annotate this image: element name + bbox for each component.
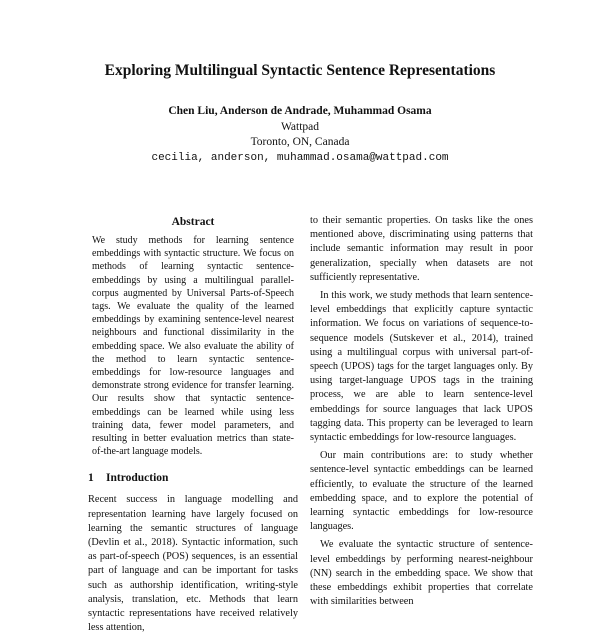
section-title: Introduction xyxy=(106,472,169,485)
abstract-heading: Abstract xyxy=(171,216,215,228)
right-paragraph-4: We evaluate the syntactic structure of sentence-level embeddings by performing nearest-neighbour (NN) search in the embedding space. We show that these embeddings exhibit properties that correlate with similarities between xyxy=(310,539,533,608)
right-paragraph-2: In this work, we study methods that learn sentence-level embeddings that explicitly capture syntactic information. We focus on variations of sequence-to-sequence models (Sutskever et al., 2014), trained using a multilingual corpus with universal part-of-speech (UPOS) tags for the target languages only. By using target-language UPOS tags in the training process, we are able to learn sentence-level embeddings for source languages that lack UPOS tagging data. This property can be leveraged to learn syntactic embeddings for low-resource languages. xyxy=(310,290,533,444)
intro-paragraph-1: Recent success in language modelling and representation learning have largely focused on learning the semantic structures of language (Devlin et al., 2018). Syntactic information, such as part-of-speech (POS) sequences, is an essential part of language and can be important for tasks such as authorship identification, writing-style analysis, translation, etc. Methods that learn syntactic representations have received relatively less attention, xyxy=(88,494,298,634)
affiliation: Wattpad xyxy=(280,120,320,133)
author-emails: cecilia, anderson, muhammad.osama@wattpad.com xyxy=(151,151,449,164)
right-column xyxy=(310,214,533,609)
left-column xyxy=(88,214,298,635)
author-names: Chen Liu, Anderson de Andrade, Muhammad Osama xyxy=(168,105,432,117)
abstract-text: We study methods for learning sentence embeddings with syntactic structure. We focus on methods of learning syntactic sentence-embeddings by using a multilingual parallel-corpus augmented by Universal Parts-of-Speech tags. We evaluate the quality of the learned embeddings by examining sentence-level nearest neighbours and functional dissimilarity in the embedding space. We also evaluate the ability of the method to learn syntactic sentence-embeddings for low-resource languages and demonstrate strong evidence for transfer learning. Our results show that syntactic sentence-embeddings can be learned while using less training data, fewer model parameters, and resulting in better evaluation metrics than state-of-the-art language models. xyxy=(92,235,294,458)
author-block xyxy=(0,104,600,166)
paper-title: Exploring Multilingual Syntactic Sentence Representations xyxy=(104,62,496,79)
location: Toronto, ON, Canada xyxy=(250,136,350,148)
right-paragraph-3: Our main contributions are: to study whether sentence-level syntactic embeddings can be learned efficiently, to evaluate the structure of the learned embedding space, and to explore the potential of learning syntactic embeddings for low-resource languages. xyxy=(310,450,533,533)
right-paragraph-1: to their semantic properties. On tasks like the ones mentioned above, discriminating using patterns that include semantic information may result in poor generalization, specially when datasets are not sufficiently representative. xyxy=(310,215,533,283)
section-number: 1 xyxy=(88,472,94,485)
section-heading-introduction xyxy=(88,470,298,486)
